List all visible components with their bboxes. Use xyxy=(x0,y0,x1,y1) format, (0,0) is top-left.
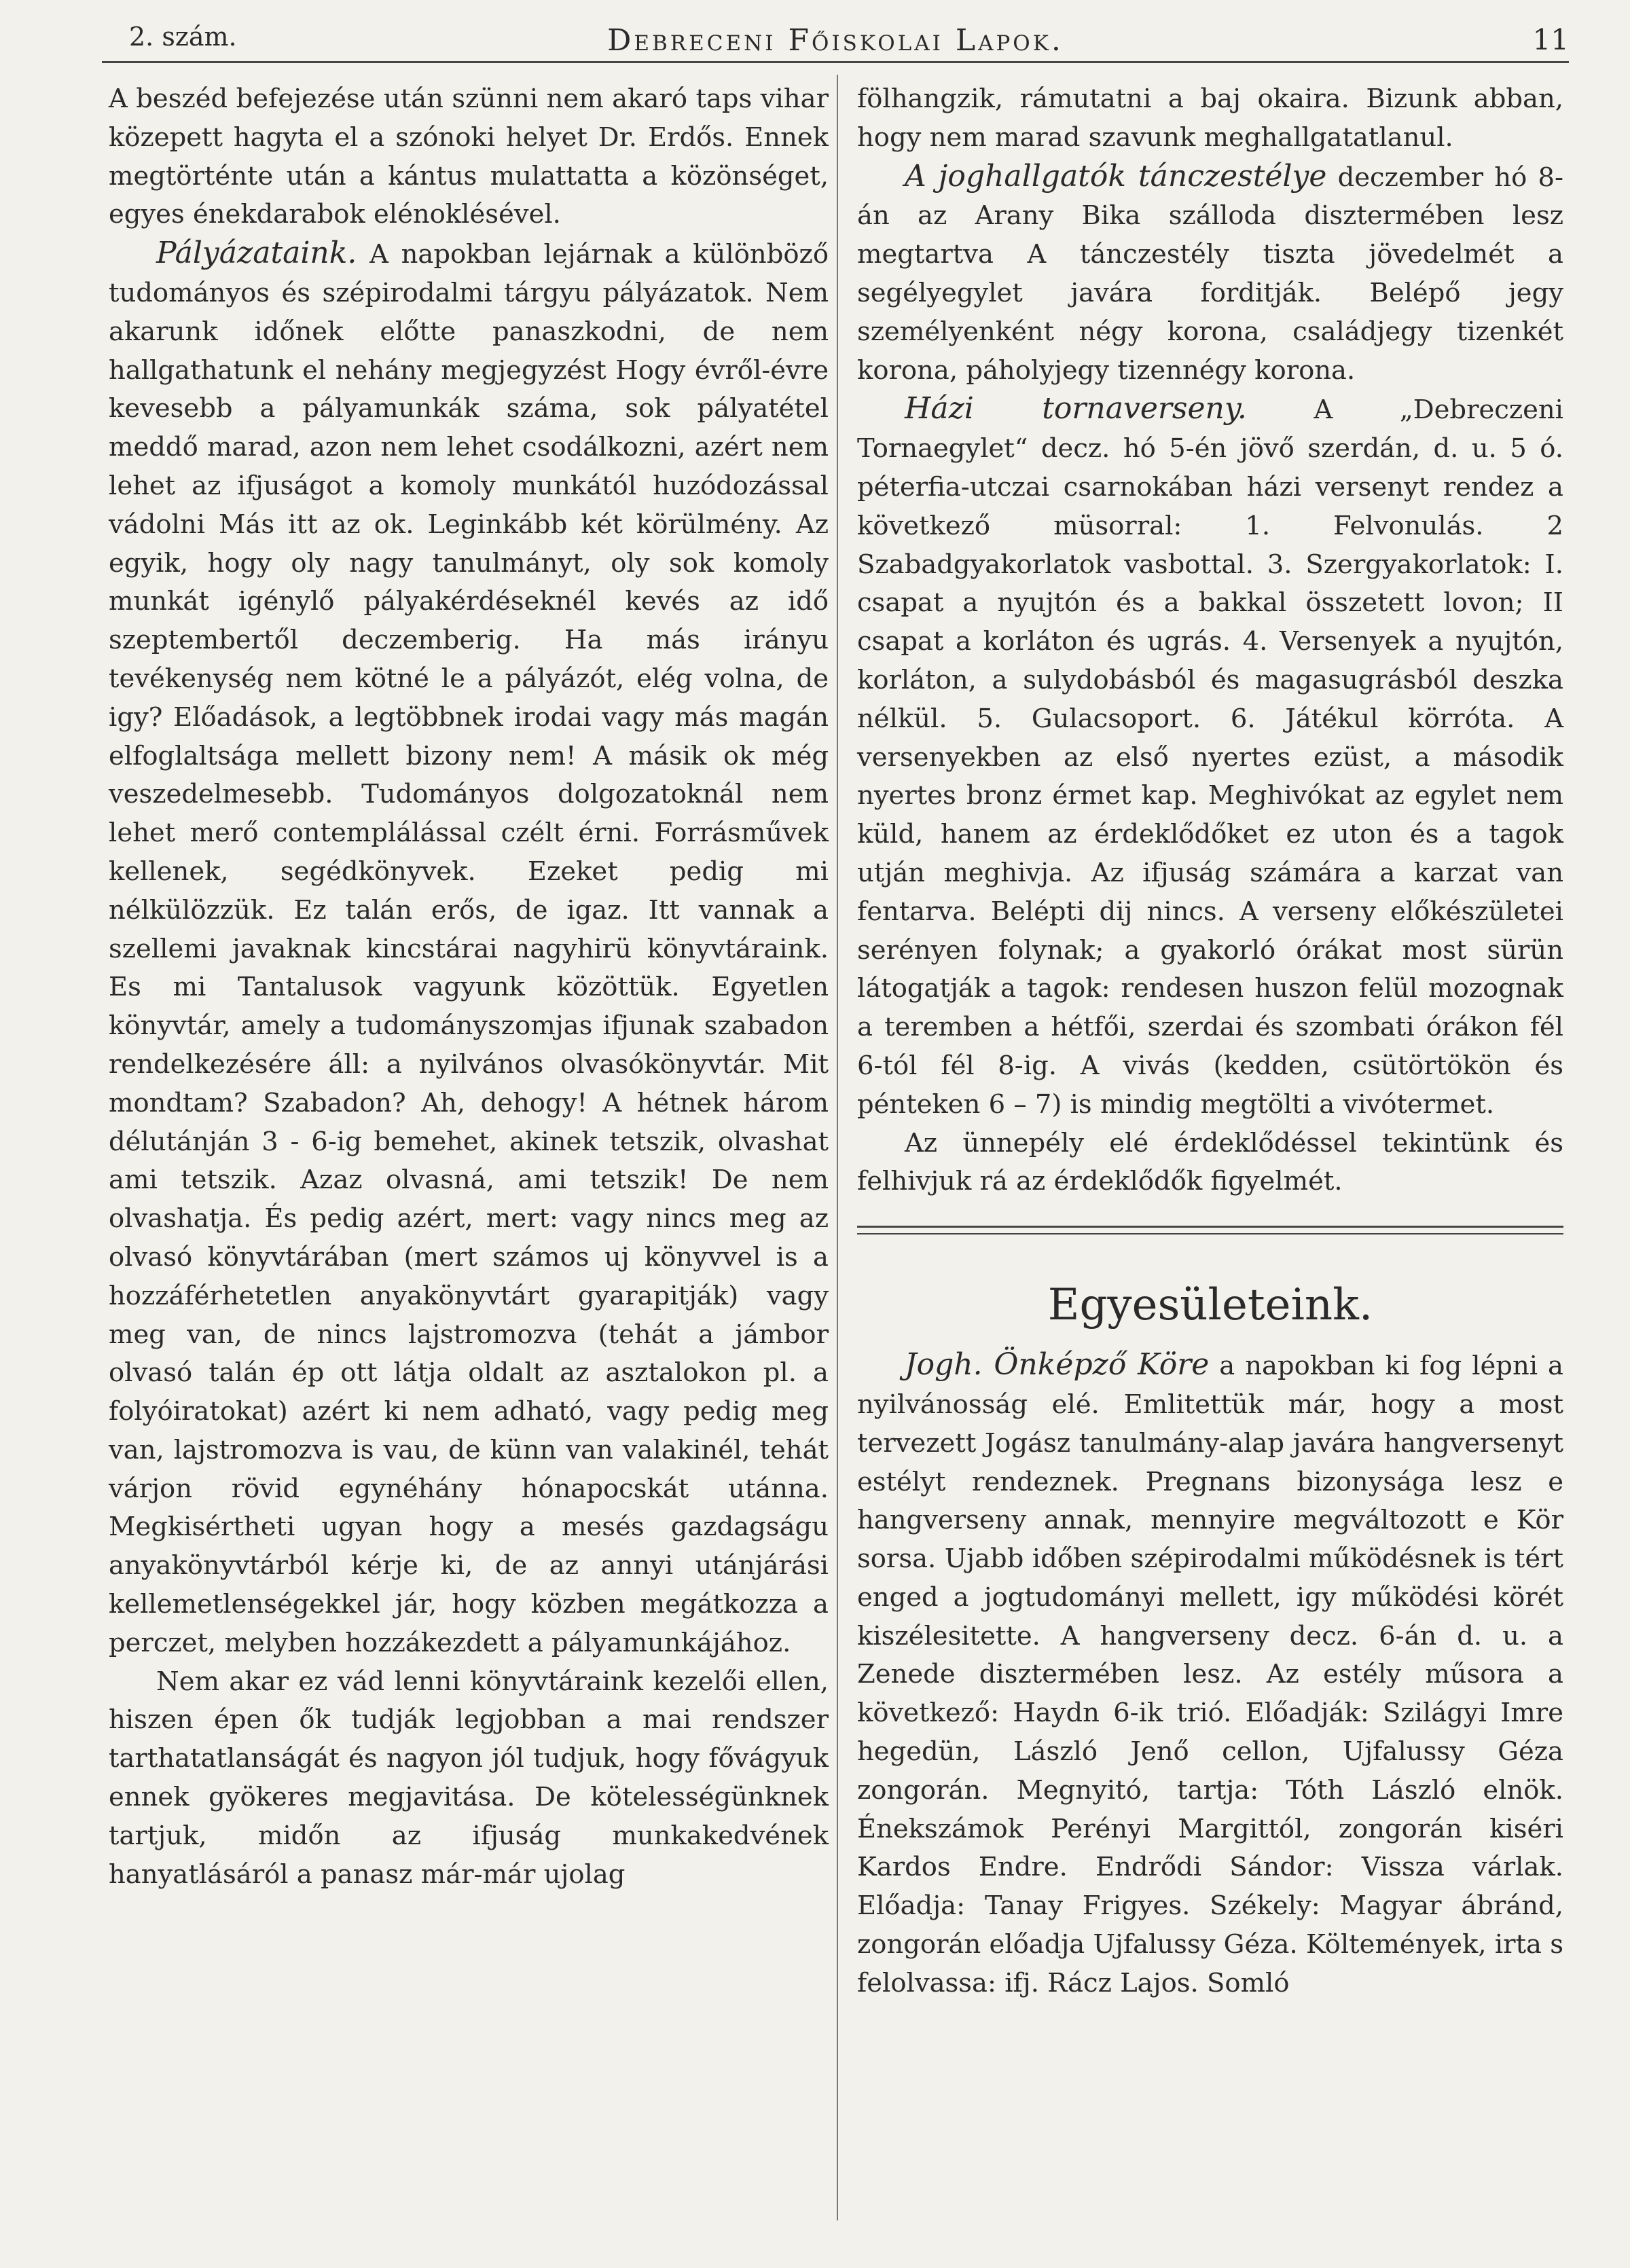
section-title: Egyesületeink. xyxy=(1047,1280,1373,1331)
section-heading: Jogh. Önképző Köre xyxy=(905,1347,1210,1383)
paragraph-body: A napokban lejárnak a különböző tudományos és szépirodalmi tárgyu pályázatok. Nem akarunk időnek előtte panaszkodni, de nem hallgathatunk el nehány megjegyzést Hogy évről-évre kevesebb a pályamunkák száma, sok pályatétel meddő marad, azon nem lehet csodálkozni, azért nem lehet az ifjuságot a komoly munkától huzódozással vádolni Más itt az ok. Leginkább két körülmény. Az egyik, hogy oly nagy tanulmányt, oly sok komoly munkát igénylő pályakérdéseknél kevés az idő szeptembertől deczemberig. Ha más irányu tevékenység nem kötné le a pályázót, elég volna, de igy? Előadások, a legtöbbnek irodai vagy más magán elfoglaltsága mellett bizony nem! A másik ok még veszedelmesebb. Tudományos dolgozatoknál nem lehet merő contemplálással czélt érni. Forrásművek kellenek, segédkönyvek. Ezeket pedig mi nélkülözzük. Ez talán erős, de igaz. Itt vannak a szellemi javaknak kincstárai nagyhirü könyvtáraink. Es mi Tantalusok vagyunk közöttük. Egyetlen könyvtár, amely a tudományszomjas ifjunak szabadon rendelkezésére áll: a nyilvános olvasókönyvtár. Mit mondtam? Szabadon? Ah, dehogy! A hétnek három délutánján 3 - 6-ig bemehet, akinek tetszik, olvashat ami tetszik. Azaz olvasná, ami tetszik! De nem olvashatja. És pedig azért, mert: vagy nincs meg az olvasó könyvtárában (mert számos uj könyvvel is a hozzáférhetetlen anyakönyvtárt gyarapitják) vagy meg van, de nincs lajstromozva (tehát a jámbor olvasó talán ép ott látja oldalt az asztalokon pl. a folyóiratokat) azért ki nem adható, vagy pedig meg van, lajstromozva is vau, de künn van valakinél, tehát várjon rövid egynéhány hónapocskát utánna. Megkisértheti ugyan hogy a mesés gazdagságu anyakönyvtárból kérje ki, de az annyi utánjárási kellemetlenségekkel jár, hogy közben megátkozza a perczet, melyben hozzákezdett a pályamunkájához. xyxy=(109,239,829,1658)
paragraph-body: deczember hó 8-án az Arany Bika szálloda disztermében lesz megtartva A tánczestély tiszta jövedelmét a segélyegylet javára forditják. Belépő jegy személyenként négy korona, családjegy tizenkét korona, páholyjegy tizennégy korona. xyxy=(857,162,1563,386)
double-rule-separator xyxy=(857,1226,1563,1234)
paragraph xyxy=(109,234,829,1662)
paragraph: fölhangzik, rámutatni a baj okaira. Bizunk abban, hogy nem marad szavunk meghallgatatlanul. xyxy=(857,84,1563,153)
column-divider xyxy=(837,75,838,2220)
running-header xyxy=(102,14,1569,63)
page-number: 11 xyxy=(1532,23,1569,56)
section-heading: Házi tornaverseny. xyxy=(905,391,1247,426)
section-heading: A joghallgatók tánczestélye xyxy=(905,158,1327,194)
paragraph-body: A „Debreczeni Tornaegylet“ decz. hó 5-én jövő szerdán, d. u. 5 ó. péterfia-utczai csarnokában házi versenyt rendez a következő müsorral: 1. Felvonulás. 2 Szabadgyakorlatok vasbottal. 3. Szergyakorlatok: I. csapat a nyujtón és a bakkal összetett lovon; II csapat a korláton és ugrás. 4. Versenyek a nyujtón, korláton, a sulydobásból és magasugrásból deszka nélkül. 5. Gulacsoport. 6. Játékul körróta. A versenyekben az első nyertes ezüst, a második nyertes bronz érmet kap. Meghivókat az egylet nem küld, hanem az érdeklődőket ez uton és a tagok utján meghivja. Az ifjuság számára a karzat van fentarva. Belépti dij nincs. A verseny előkészületei serényen folynak; a gyakorló órákat most sürün látogatják a tagok: rendesen huszon felül mozognak a teremben a hétfői, szerdai és szombati órákon fél 6-tól fél 8-ig. A vivás (kedden, csütörtökön és pénteken 6 – 7) is mindig megtölti a vivótermet. xyxy=(857,395,1563,1120)
right-column xyxy=(857,80,1563,2003)
paragraph: Nem akar ez vád lenni könyvtáraink kezelői ellen, hiszen épen ők tudják legjobban a mai rendszer tarthatatlanságát és nagyon jól tudjuk, hogy fővágyuk ennek gyökeres megjavitása. De kötelességünknek tartjuk, midőn az ifjuság munkakedvének hanyatlásáról a panasz már-már ujolag xyxy=(109,1666,829,1890)
paragraph xyxy=(857,1346,1563,2003)
paragraph xyxy=(857,158,1563,390)
journal-title: Debreceni Főiskolai Lapok. xyxy=(607,23,1064,58)
paragraph: A beszéd befejezése után szünni nem akaró taps vihar közepett hagyta el a szónoki helyet Dr. Erdős. Ennek megtörténte után a kántus mulattatta a közönséget, egyes énekdarabok elénoklésével. xyxy=(109,84,829,230)
paragraph: Az ünnepély elé érdeklődéssel tekintünk és felhivjuk rá az érdeklődők figyelmét. xyxy=(857,1127,1563,1197)
left-column xyxy=(109,80,829,1894)
paragraph xyxy=(857,390,1563,1124)
paragraph-body: a napokban ki fog lépni a nyilvánosság elé. Emlitettük már, hogy a most tervezett Jogász tanulmány-alap javára hangversenyt estélyt rendeznek. Pregnans bizonysága lesz e hangverseny annak, mennyire megváltozott e Kör sorsa. Ujabb időben szépirodalmi működésnek is tért enged a jogtudományi mellett, igy működési körét kiszélesitette. A hangverseny decz. 6-án d. u. a Zenede disztermében lesz. Az estély műsora a következő: Haydn 6-ik trió. Előadják: Szilágyi Imre hegedün, László Jenő cellon, Ujfalussy Géza zongorán. Megnyitó, tartja: Tóth László elnök. Énekszámok Perényi Margittól, zongorán kiséri Kardos Endre. Endrődi Sándor: Vissza várlak. Előadja: Tanay Frigyes. Székely: Magyar ábránd, zongorán előadja Ujfalussy Géza. Költemények, irta s felolvassa: ifj. Rácz Lajos. Somló xyxy=(857,1351,1563,1998)
section-heading: Pályázataink. xyxy=(156,236,357,271)
issue-number: 2. szám. xyxy=(129,22,237,52)
